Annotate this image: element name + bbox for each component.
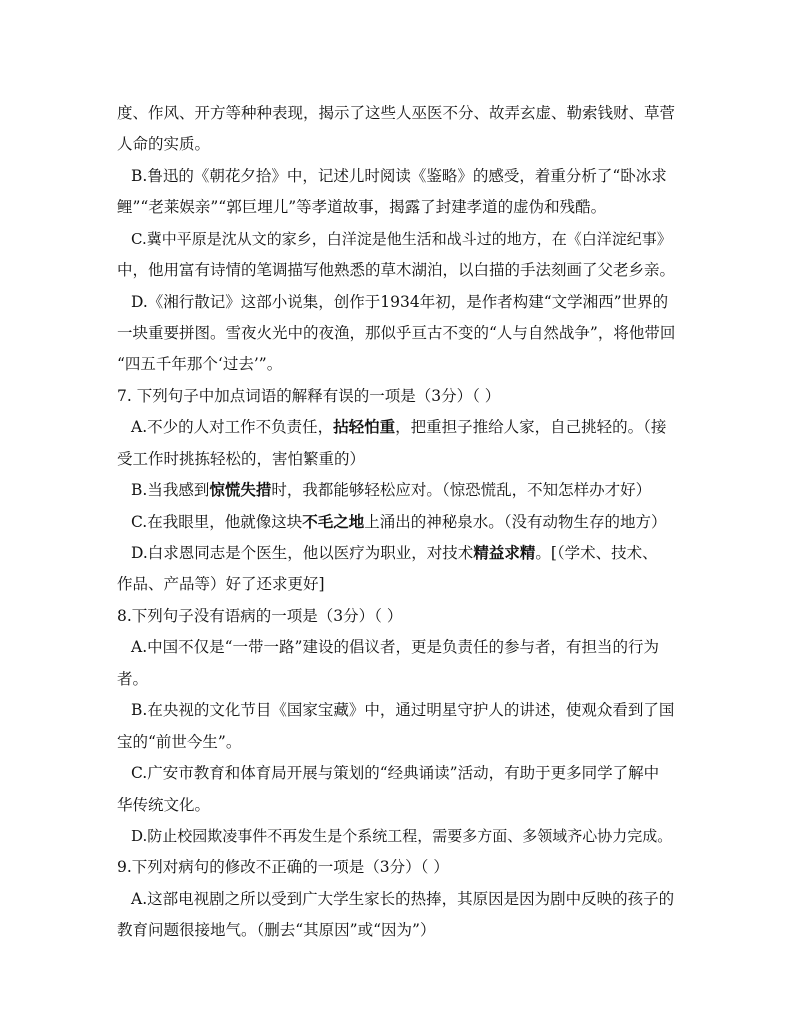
dotted-term: 拈轻怕重 [333, 417, 396, 436]
text-line: 鲤”“老莱娱亲”“郭巨埋儿”等孝道故事，揭露了封建孝道的虚伪和残酷。 [117, 198, 607, 216]
text-line: D.《湘行散记》这部小说集，创作于1934年初，是作者构建“文学湘西”世界的 [131, 293, 669, 311]
text-line: 者。 [117, 670, 149, 688]
question-8-option-b: B.在央视的文化节目《国家宝藏》中，通过明星守护人的讲述，使观众看到了国 [131, 701, 675, 719]
text-run: C.在我眼里，他就像这块 [131, 513, 303, 531]
text-line: 作品、产品等）好了还求更好] [117, 575, 325, 593]
question-7-heading: 7. 下列句子中加点词语的解释有误的一项是（3分）（ ） [117, 387, 501, 405]
text-run: 。[（学术、技术、 [535, 544, 658, 562]
text-run: B.当我感到 [131, 481, 210, 499]
question-8-option-d: D.防止校园欺凌事件不再发生是个系统工程，需要多方面、多领域齐心协力完成。 [131, 827, 673, 845]
question-9-heading: 9.下列对病句的修改不正确的一项是（3分）（ ） [117, 858, 449, 876]
dotted-term: 不毛之地 [302, 512, 365, 531]
question-8-heading: 8.下列句子没有语病的一项是（3分）（ ） [117, 607, 403, 625]
text-line: B.鲁迅的《朝花夕拾》中，记述儿时阅读《鉴略》的感受，着重分析了“卧冰求 [131, 167, 667, 185]
question-7-option-d [131, 543, 658, 563]
question-9-option-a: A.这部电视剧之所以受到广大学生家长的热捧，其原因是因为剧中反映的孩子的 [131, 890, 675, 908]
text-line: C.冀中平原是沈从文的家乡，白洋淀是他生活和战斗过的地方，在《白洋淀纪事》 [131, 230, 672, 248]
text-line: 华传统文化。 [117, 796, 211, 814]
question-8-option-c: C.广安市教育和体育局开展与策划的“经典诵读”活动，有助于更多同学了解中 [131, 764, 660, 782]
text-run: A.不少的人对工作不负责任， [131, 418, 334, 436]
text-line: 受工作时挑拣轻松的，害怕繁重的） [117, 450, 366, 468]
dotted-term: 惊慌失措 [209, 480, 272, 499]
text-run: D.白求恩同志是个医生，他以医疗为职业，对技术 [131, 544, 474, 562]
text-line: 一块重要拼图。雪夜火光中的夜渔，那似乎亘古不变的“人与自然战争”，将他带回 [117, 324, 676, 342]
text-run: 上涌出的神秘泉水。（没有动物生存的地方） [364, 513, 667, 531]
text-line: 中，他用富有诗情的笔调描写他熟悉的草木湖泊，以白描的手法刻画了父老乡亲。 [117, 261, 676, 279]
text-run: 时，我都能够轻松应对。（惊恐慌乱，不知怎样办才好） [271, 481, 652, 499]
text-line: “四五千年那个‘过去’”。 [117, 355, 283, 373]
text-line: 教育问题很接地气。（删去“其原因”或“因为”） [117, 921, 436, 939]
question-7-option-a [131, 417, 666, 437]
text-line: 度、作风、开方等种种表现，揭示了这些人巫医不分、故弄玄虚、勒索钱财、草菅 [117, 104, 676, 122]
text-line: 宝的“前世今生”。 [117, 733, 242, 751]
question-7-option-c [131, 512, 667, 532]
text-line: 人命的实质。 [117, 135, 211, 153]
question-7-option-b [131, 480, 651, 500]
question-8-option-a: A.中国不仅是“一带一路”建设的倡议者，更是负责任的参与者，有担当的行为 [131, 638, 659, 656]
dotted-term: 精益求精 [473, 543, 536, 562]
text-run: ，把重担子推给人家，自己挑轻的。（接 [395, 418, 667, 436]
